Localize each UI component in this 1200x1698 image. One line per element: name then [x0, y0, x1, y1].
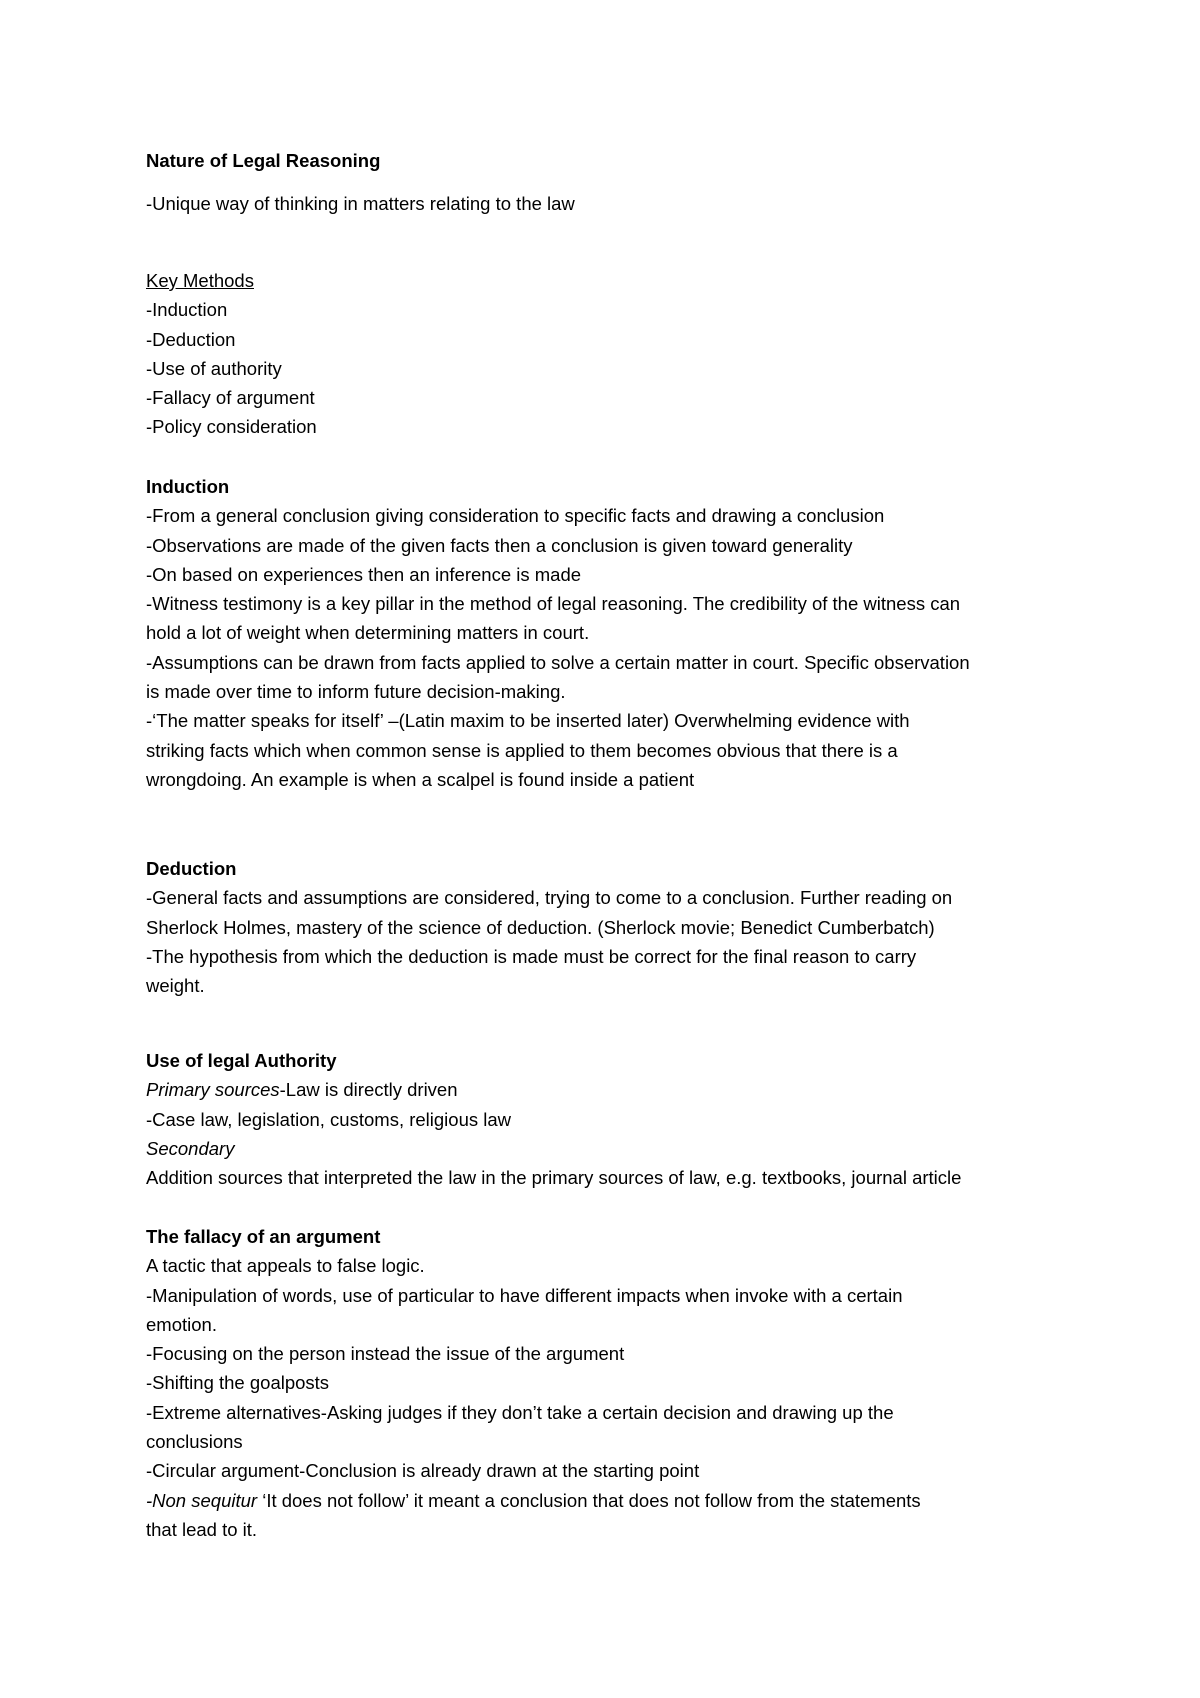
fallacy-line: -Shifting the goalposts — [146, 1372, 330, 1394]
induction-line: -On based on experiences then an inference is made — [146, 563, 582, 585]
key-method-item: -Use of authority — [146, 357, 282, 379]
deduction-line: -General facts and assumptions are considered, trying to come to a conclusion. Further reading on — [146, 887, 953, 909]
fallacy-line: -Focusing on the person instead the issue of the argument — [146, 1343, 625, 1365]
secondary-label: Secondary — [146, 1137, 235, 1159]
induction-line: wrongdoing. An example is when a scalpel is found inside a patient — [146, 768, 695, 790]
non-sequitur-text: ‘It does not follow’ it meant a conclusion that does not follow from the statements — [257, 1489, 921, 1511]
induction-line: -Assumptions can be drawn from facts applied to solve a certain matter in court. Specific observation — [146, 651, 970, 673]
authority-section — [146, 1046, 1086, 1192]
deduction-section — [146, 854, 1086, 1000]
title-block — [146, 146, 1086, 219]
key-method-item: -Fallacy of argument — [146, 387, 315, 409]
fallacy-heading: The fallacy of an argument — [146, 1226, 381, 1247]
deduction-line: Sherlock Holmes, mastery of the science of deduction. (Sherlock movie; Benedict Cumberbatch) — [146, 916, 935, 938]
induction-line: is made over time to inform future decision-making. — [146, 681, 566, 703]
non-sequitur-line — [146, 1486, 1086, 1515]
induction-line: -‘The matter speaks for itself’ –(Latin maxim to be inserted later) Overwhelming evidence with — [146, 710, 910, 732]
deduction-line: weight. — [146, 975, 205, 997]
induction-line: -Observations are made of the given facts then a conclusion is given toward generality — [146, 534, 853, 556]
fallacy-section — [146, 1222, 1086, 1544]
primary-sources-text: -Law is directly driven — [279, 1079, 458, 1101]
deduction-heading: Deduction — [146, 858, 237, 879]
induction-line: striking facts which when common sense is applied to them becomes obvious that there is a — [146, 739, 898, 761]
key-method-item: -Induction — [146, 299, 228, 321]
deduction-line: -The hypothesis from which the deduction is made must be correct for the final reason to carry — [146, 945, 917, 967]
page-title: Nature of Legal Reasoning — [146, 150, 381, 171]
key-methods-section — [146, 266, 1086, 442]
induction-heading: Induction — [146, 476, 230, 497]
induction-line: hold a lot of weight when determining matters in court. — [146, 622, 590, 644]
key-method-item: -Deduction — [146, 328, 236, 350]
authority-heading: Use of legal Authority — [146, 1050, 337, 1071]
primary-sources-examples: -Case law, legislation, customs, religious law — [146, 1108, 512, 1130]
fallacy-line: -Circular argument-Conclusion is already drawn at the starting point — [146, 1460, 700, 1482]
fallacy-line: -Manipulation of words, use of particular to have different impacts when invoke with a certain — [146, 1284, 903, 1306]
secondary-text: Addition sources that interpreted the law in the primary sources of law, e.g. textbooks, journal article — [146, 1167, 962, 1189]
primary-sources-line — [146, 1075, 1086, 1104]
induction-line: -Witness testimony is a key pillar in the method of legal reasoning. The credibility of the witness can — [146, 593, 961, 615]
fallacy-line: -Extreme alternatives-Asking judges if they don’t take a certain decision and drawing up the — [146, 1401, 894, 1423]
fallacy-line: emotion. — [146, 1313, 217, 1335]
fallacy-line: A tactic that appeals to false logic. — [146, 1255, 425, 1277]
fallacy-line: conclusions — [146, 1431, 243, 1453]
fallacy-last-line: that lead to it. — [146, 1518, 258, 1540]
primary-sources-label: Primary sources — [146, 1079, 280, 1101]
key-method-item: -Policy consideration — [146, 416, 317, 438]
intro-text: -Unique way of thinking in matters relating to the law — [146, 193, 575, 215]
non-sequitur-label: -Non sequitur — [146, 1489, 258, 1511]
key-methods-heading: Key Methods — [146, 270, 254, 291]
induction-line: -From a general conclusion giving consideration to specific facts and drawing a conclusion — [146, 505, 885, 527]
induction-section — [146, 472, 1086, 794]
